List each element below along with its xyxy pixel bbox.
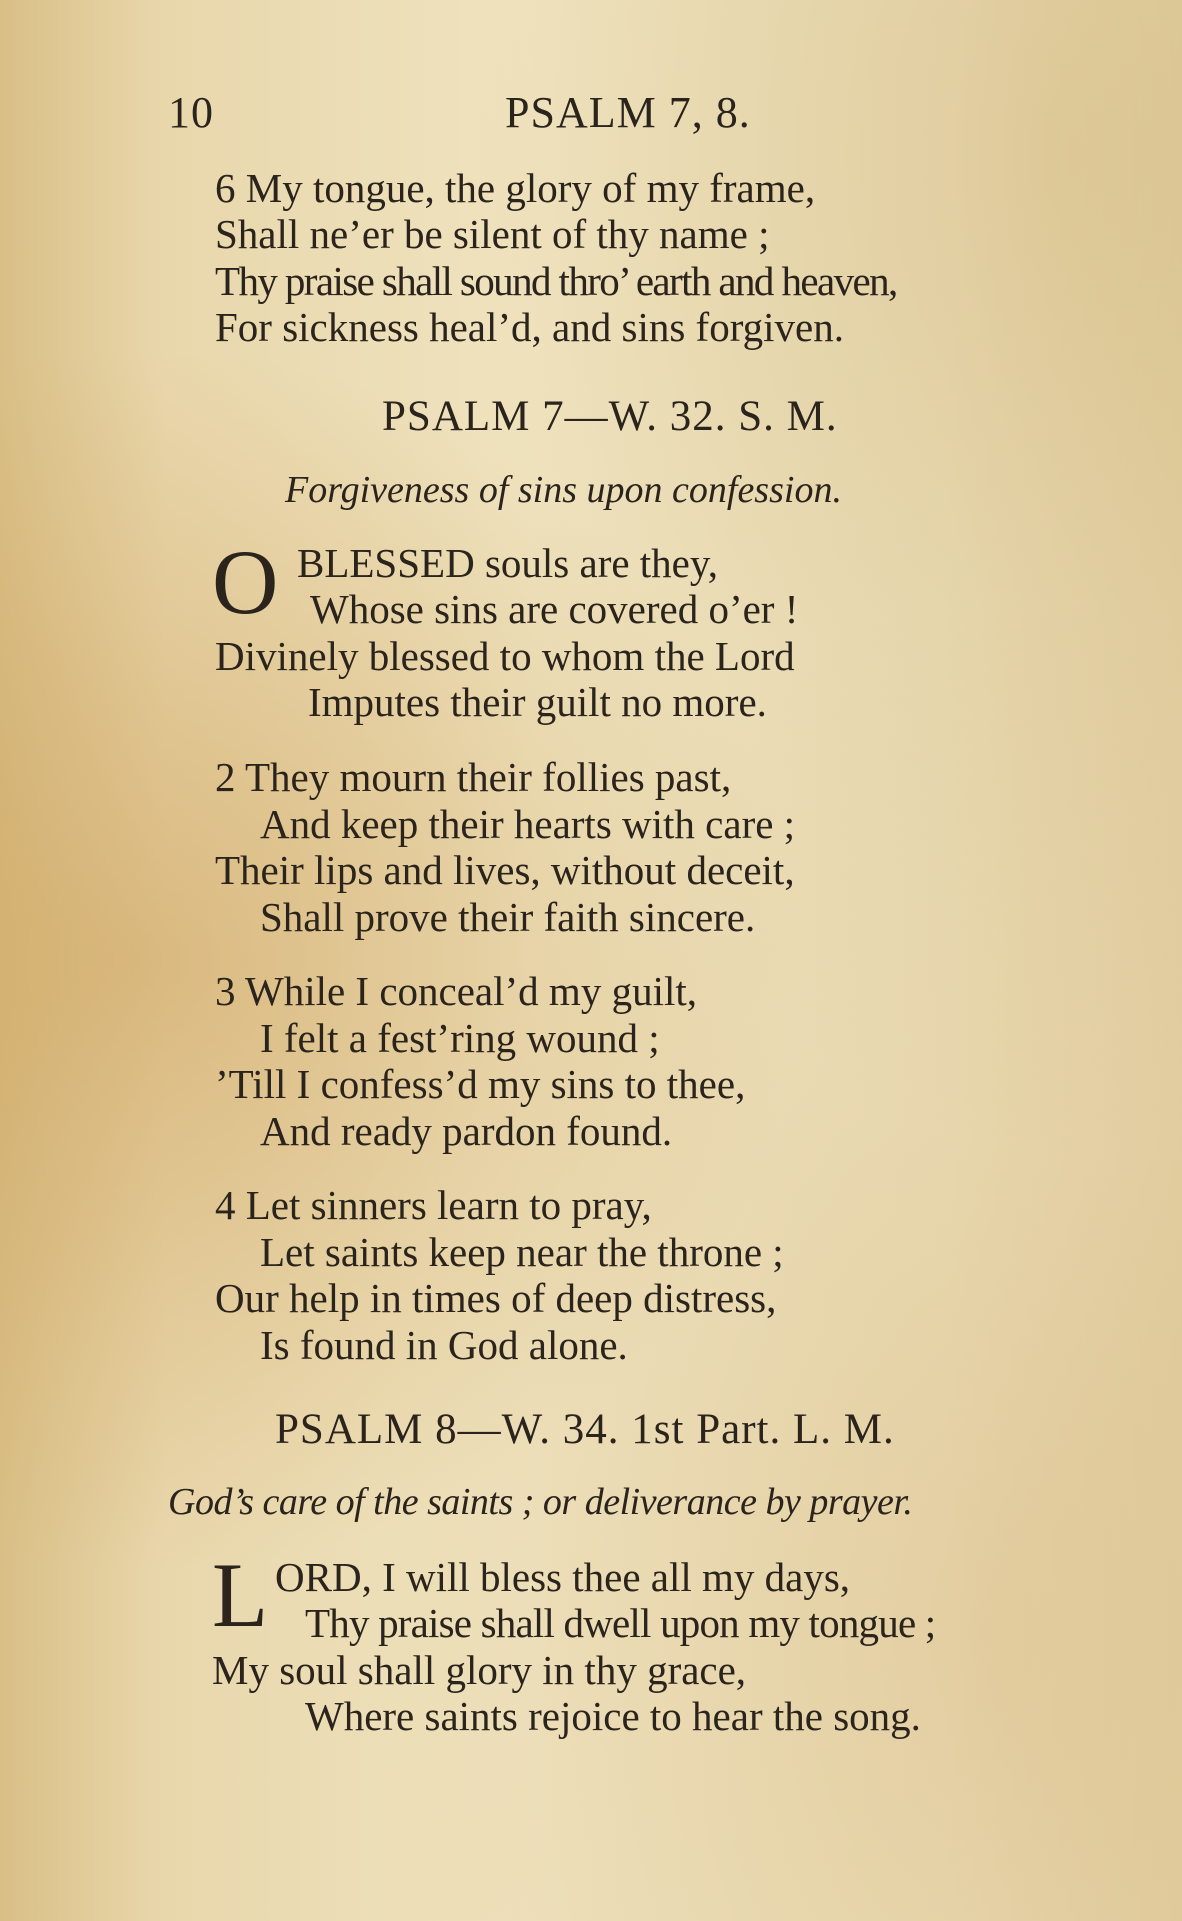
verse-line: My soul shall glory in thy grace,	[212, 1647, 747, 1693]
verse-line: Shall prove their faith sincere.	[260, 894, 756, 940]
verse-line: 2 They mourn their follies past,	[215, 754, 732, 800]
verse-line: I felt a fest’ring wound ;	[260, 1015, 660, 1061]
verse-line: Whose sins are covered o’er !	[310, 586, 799, 632]
page-number: 10	[168, 88, 214, 137]
verse-line: 6 My tongue, the glory of my frame,	[215, 165, 816, 211]
running-title: PSALM 7, 8.	[505, 88, 751, 137]
psalm7-subtitle: Forgiveness of sins upon confession.	[285, 469, 842, 511]
psalm8-subtitle: God’s care of the saints ; or deliverance by prayer.	[168, 1481, 913, 1523]
verse-line: ORD, I will bless thee all my days,	[275, 1554, 851, 1600]
verse-line: Where saints rejoice to hear the song.	[305, 1693, 921, 1739]
verse-line: And ready pardon found.	[260, 1108, 673, 1154]
verse-line: 3 While I conceal’d my guilt,	[215, 968, 697, 1014]
verse-line: Divinely blessed to whom the Lord	[215, 633, 795, 679]
verse-line: And keep their hearts with care ;	[260, 801, 796, 847]
verse-line: Imputes their guilt no more.	[308, 679, 767, 725]
verse-line: Their lips and lives, without deceit,	[215, 847, 795, 893]
verse-line: Is found in God alone.	[260, 1322, 628, 1368]
verse-line: Thy praise shall dwell upon my tongue ;	[305, 1600, 936, 1646]
verse-line: 4 Let sinners learn to pray,	[215, 1182, 652, 1228]
verse-line: ’Till I confess’d my sins to thee,	[215, 1061, 746, 1107]
verse-line: Shall ne’er be silent of thy name ;	[215, 211, 770, 257]
verse-line: For sickness heal’d, and sins forgiven.	[215, 304, 844, 350]
psalm8-title: PSALM 8—W. 34. 1st Part. L. M.	[275, 1406, 895, 1453]
drop-cap: O	[212, 531, 279, 633]
psalm7-title: PSALM 7—W. 32. S. M.	[382, 393, 838, 440]
verse-line: Let saints keep near the throne ;	[260, 1229, 784, 1275]
verse-line: Our help in times of deep distress,	[215, 1275, 777, 1321]
drop-cap: L	[212, 1544, 269, 1646]
verse-line: BLESSED souls are they,	[297, 540, 718, 586]
verse-line: Thy praise shall sound thro’ earth and heaven,	[215, 258, 897, 304]
